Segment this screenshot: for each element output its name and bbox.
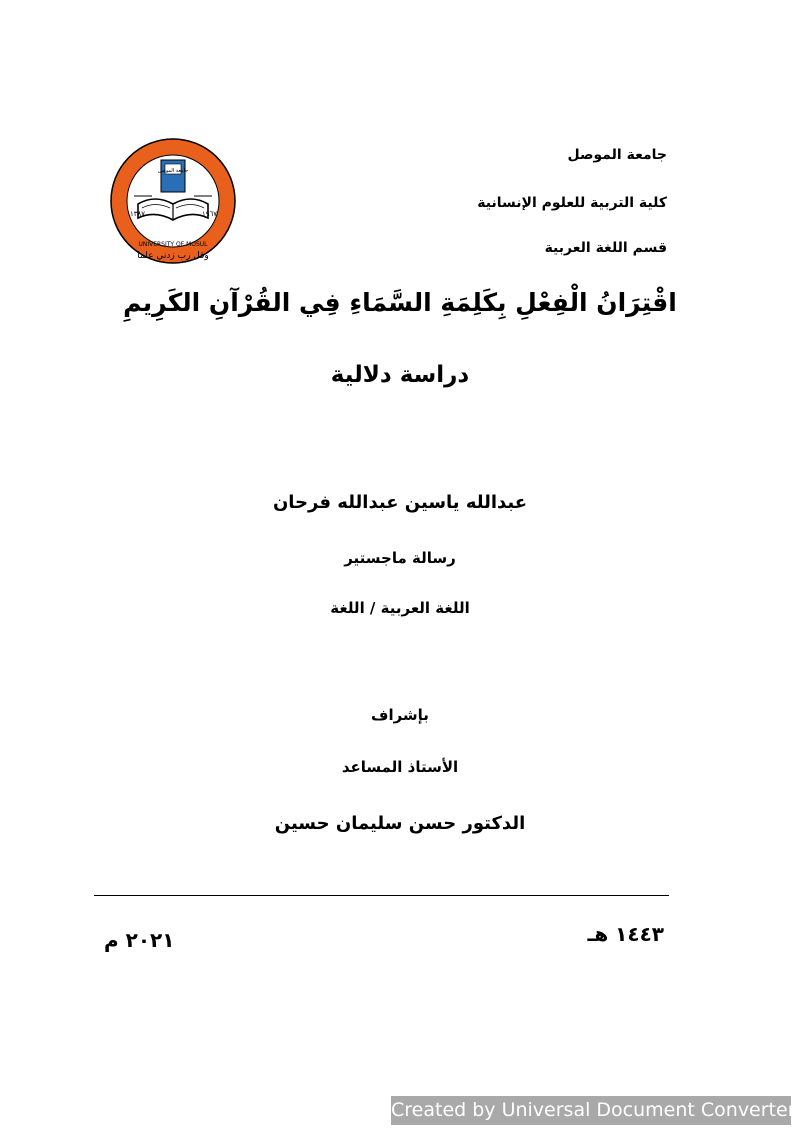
thesis-subtitle: دراسة دلالية <box>330 362 470 388</box>
logo-year-right: ١٩٦٧ <box>202 210 218 218</box>
footer-divider <box>94 895 669 896</box>
department-name: قسم اللغة العربية <box>544 240 667 256</box>
supervisor-rank: الأستاذ المساعد <box>341 758 459 776</box>
supervision-label: بإشراف <box>371 706 429 724</box>
logo-year-left: ١٣٨٧ <box>130 210 146 218</box>
supervisor-name: الدكتور حسن سليمان حسين <box>274 813 526 834</box>
logo-ring-text: UNIVERSITY OF MOSUL <box>138 241 208 248</box>
logo-top-text: جامعة الموصل <box>157 168 189 174</box>
thesis-title: اقْتِرَانُ الْفِعْلِ بِكَلِمَةِ السَّمَاءِ فِي القُرْآنِ الكَرِيمِ <box>123 288 677 317</box>
converter-watermark: Created by Universal Document Converter <box>391 1096 791 1125</box>
gregorian-date: ٢٠٢١ م <box>104 928 175 952</box>
specialization: اللغة العربية / اللغة <box>330 599 470 617</box>
college-name: كلية التربية للعلوم الإنسانية <box>477 195 667 211</box>
author-name: عبدالله ياسين عبدالله فرحان <box>272 492 528 513</box>
university-name: جامعة الموصل <box>567 147 667 163</box>
degree: رسالة ماجستير <box>344 549 456 567</box>
hijri-date: ١٤٤٣ هـ <box>587 922 664 946</box>
university-logo <box>110 138 236 264</box>
logo-motto: وقل رب زدني علما <box>137 251 209 261</box>
